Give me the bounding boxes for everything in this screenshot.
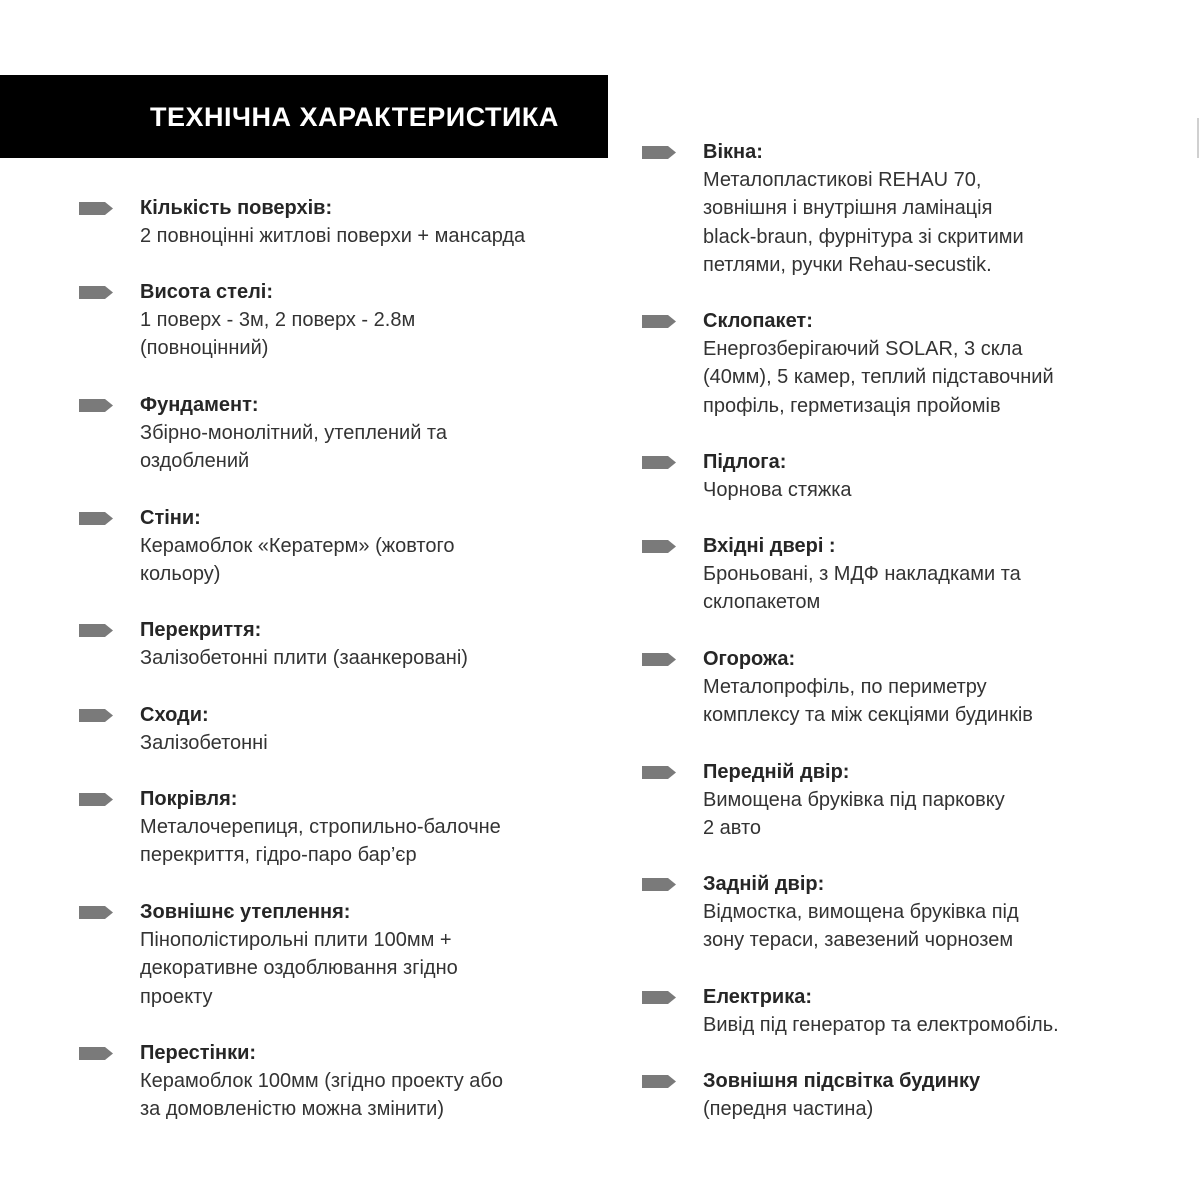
spec-value: Залізобетонні: [140, 732, 268, 754]
arrow-bullet-icon: [79, 906, 113, 919]
spec-value: Енергозберігаючий SOLAR, 3 скла (40мм), 5 камер, теплий підставочний профіль, герметизація пройомів: [703, 338, 1054, 417]
arrow-bullet-icon: [642, 878, 676, 891]
spec-item-electrics: [703, 983, 1183, 1039]
spec-value: Відмостка, вимощена бруківка під зону тераси, завезений чорнозем: [703, 901, 1019, 952]
arrow-bullet-icon: [642, 146, 676, 159]
spec-label: Вхідні двері :: [703, 535, 836, 557]
arrow-bullet-icon: [642, 1075, 676, 1088]
spec-value: Вимощена бруківка під парковку 2 авто: [703, 789, 1005, 840]
arrow-bullet-icon: [642, 540, 676, 553]
spec-item-stairs: [140, 701, 640, 757]
spec-value: Залізобетонні плити (заанкеровані): [140, 647, 468, 669]
spec-value: (передня частина): [703, 1098, 874, 1120]
arrow-bullet-icon: [642, 315, 676, 328]
spec-label: Кількість поверхів:: [140, 197, 333, 219]
spec-item-roof: [140, 785, 640, 870]
arrow-bullet-icon: [642, 456, 676, 469]
spec-label: Задній двір:: [703, 873, 825, 895]
arrow-bullet-icon: [79, 709, 113, 722]
arrow-bullet-icon: [79, 286, 113, 299]
spec-item-exterior-lighting: [703, 1067, 1183, 1123]
spec-item-floor: [703, 448, 1183, 504]
spec-label: Зовнішня підсвітка будинку: [703, 1070, 981, 1092]
spec-label: Стіни:: [140, 507, 201, 529]
spec-label: Склопакет:: [703, 310, 813, 332]
page-title: ТЕХНІЧНА ХАРАКТЕРИСТИКА: [150, 102, 559, 132]
arrow-bullet-icon: [79, 793, 113, 806]
spec-value: Металопластикові REHAU 70, зовнішня і внутрішня ламінація black-braun, фурнітура зі скритими петлями, ручки Rehau-secustik.: [703, 169, 1024, 276]
spec-item-ceiling-height: [140, 278, 640, 363]
spec-item-windows: [703, 138, 1183, 279]
spec-value: Чорнова стяжка: [703, 479, 852, 501]
spec-value: Вивід під генератор та електромобіль.: [703, 1014, 1059, 1036]
spec-label: Вікна:: [703, 141, 763, 163]
spec-item-back-yard: [703, 870, 1183, 955]
spec-value: Броньовані, з МДФ накладками та склопакетом: [703, 563, 1021, 614]
spec-value: Металопрофіль, по периметру комплексу та між секціями будинків: [703, 676, 1033, 727]
spec-item-entrance-door: [703, 532, 1183, 617]
spec-item-floors-slabs: [140, 616, 640, 672]
spec-value: Збірно-монолітний, утеплений та оздоблений: [140, 422, 447, 473]
spec-value: Пінополістирольні плити 100мм + декоративне оздоблювання згідно проекту: [140, 929, 458, 1008]
spec-value: Керамоблок 100мм (згідно проекту або за домовленістю можна змінити): [140, 1070, 503, 1121]
arrow-bullet-icon: [642, 653, 676, 666]
spec-item-glazing: [703, 307, 1183, 420]
spec-label: Підлога:: [703, 451, 787, 473]
spec-value: Металочерепиця, стропильно-балочне перекриття, гідро-паро бар’єр: [140, 816, 501, 867]
arrow-bullet-icon: [79, 512, 113, 525]
spec-value: Керамоблок «Кератерм» (жовтого кольору): [140, 535, 455, 586]
spec-item-front-yard: [703, 758, 1183, 843]
spec-item-partitions: [140, 1039, 640, 1124]
spec-label: Передній двір:: [703, 761, 850, 783]
spec-label: Висота стелі:: [140, 281, 274, 303]
spec-value: 1 поверх - 3м, 2 поверх - 2.8м (повноцінний): [140, 309, 416, 360]
spec-label: Перекриття:: [140, 619, 262, 641]
arrow-bullet-icon: [79, 399, 113, 412]
spec-label: Сходи:: [140, 704, 209, 726]
spec-item-foundation: [140, 391, 640, 476]
spec-label: Зовнішнє утеплення:: [140, 901, 351, 923]
spec-item-floors: [140, 194, 640, 250]
divider: [1197, 118, 1199, 158]
spec-item-walls: [140, 504, 640, 589]
spec-label: Перестінки:: [140, 1042, 257, 1064]
spec-label: Покрівля:: [140, 788, 238, 810]
spec-label: Фундамент:: [140, 394, 259, 416]
arrow-bullet-icon: [79, 202, 113, 215]
arrow-bullet-icon: [79, 1047, 113, 1060]
arrow-bullet-icon: [642, 766, 676, 779]
spec-item-fence: [703, 645, 1183, 730]
arrow-bullet-icon: [642, 991, 676, 1004]
spec-label: Електрика:: [703, 986, 813, 1008]
spec-item-exterior-insulation: [140, 898, 640, 1011]
arrow-bullet-icon: [79, 624, 113, 637]
spec-label: Огорожа:: [703, 648, 796, 670]
spec-value: 2 повноцінні житлові поверхи + мансарда: [140, 225, 526, 247]
